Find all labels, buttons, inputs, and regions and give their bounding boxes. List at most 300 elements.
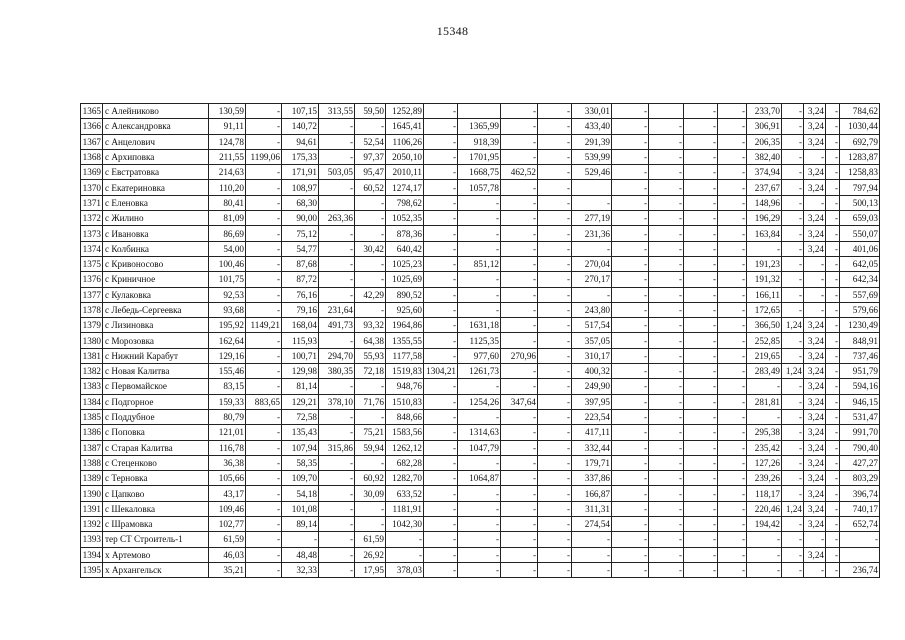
value-cell: - [246,562,282,577]
settlement-name-cell: с Кулаковка [103,287,209,302]
value-cell: 92,53 [209,287,246,302]
row-number-cell: 1395 [81,562,103,577]
value-cell: 784,62 [840,104,880,119]
table-row [81,532,880,547]
value-cell: - [319,409,355,424]
value-cell: 89,14 [282,517,319,532]
value-cell: 3,24 [804,455,826,470]
value-cell: - [424,119,458,134]
value-cell: - [424,547,458,562]
value-cell: 925,60 [386,302,424,317]
value-cell: - [246,379,282,394]
value-cell: - [612,256,649,271]
settlement-name-cell: х Архангельск [103,562,209,577]
value-cell: 194,42 [747,517,782,532]
value-cell: - [826,256,840,271]
value-cell: - [782,394,804,409]
value-cell: 211,55 [209,149,246,164]
value-cell: - [319,379,355,394]
table-row [81,119,880,134]
settlement-name-cell: с Евстратовка [103,165,209,180]
value-cell: - [319,455,355,470]
value-cell: - [424,348,458,363]
value-cell: 1583,56 [386,425,424,440]
value-cell: 1510,83 [386,394,424,409]
value-cell: 633,52 [386,486,424,501]
settlement-name-cell: с Терновка [103,471,209,486]
value-cell: - [501,379,538,394]
value-cell: 79,16 [282,302,319,317]
value-cell: 124,78 [209,134,246,149]
value-cell: 3,24 [804,394,826,409]
value-cell: - [501,455,538,470]
value-cell: 1177,58 [386,348,424,363]
table-row [81,149,880,164]
value-cell: - [538,532,572,547]
value-cell: - [538,256,572,271]
value-cell: - [826,455,840,470]
value-cell: - [684,287,718,302]
value-cell: 427,27 [840,455,880,470]
value-cell: 162,64 [209,333,246,348]
value-cell: - [718,547,747,562]
value-cell: - [538,486,572,501]
value-cell: - [246,547,282,562]
value-cell: - [826,104,840,119]
value-cell: - [355,195,386,210]
value-cell: 310,17 [572,348,612,363]
value-cell: - [538,379,572,394]
value-cell: - [501,333,538,348]
value-cell: - [246,440,282,455]
value-cell: - [246,180,282,195]
value-cell: 60,92 [355,471,386,486]
value-cell: - [826,119,840,134]
value-cell: 1262,12 [386,440,424,455]
value-cell: - [612,440,649,455]
value-cell: 71,76 [355,394,386,409]
value-cell: - [319,134,355,149]
value-cell: 93,32 [355,318,386,333]
value-cell: - [684,180,718,195]
value-cell: 83,15 [209,379,246,394]
value-cell: 116,78 [209,440,246,455]
value-cell: 223,54 [572,409,612,424]
value-cell: 295,38 [747,425,782,440]
value-cell: - [747,409,782,424]
value-cell: - [649,394,684,409]
value-cell: 243,80 [572,302,612,317]
value-cell: - [458,409,501,424]
value-cell: 1283,87 [840,149,880,164]
settlement-name-cell: с Архиповка [103,149,209,164]
value-cell: - [501,532,538,547]
value-cell: 642,05 [840,256,880,271]
value-cell: - [649,333,684,348]
settlement-name-cell: с Алейниково [103,104,209,119]
settlement-name-cell: с Лизиновка [103,318,209,333]
value-cell: 239,26 [747,471,782,486]
value-cell: 270,96 [501,348,538,363]
row-number-cell: 1384 [81,394,103,409]
value-cell: - [782,180,804,195]
value-cell: - [538,149,572,164]
value-cell: - [319,517,355,532]
value-cell: 249,90 [572,379,612,394]
value-cell: - [355,517,386,532]
value-cell: - [826,394,840,409]
value-cell: - [782,272,804,287]
value-cell: - [501,272,538,287]
value-cell: 93,68 [209,302,246,317]
value-cell: - [612,394,649,409]
settlement-name-cell: с Подгорное [103,394,209,409]
value-cell: - [355,226,386,241]
value-cell: - [501,501,538,516]
value-cell: - [718,302,747,317]
value-cell: - [826,547,840,562]
table-row [81,165,880,180]
value-cell: - [538,425,572,440]
value-cell: - [684,302,718,317]
value-cell: - [319,425,355,440]
value-cell: - [572,241,612,256]
value-cell: 1645,41 [386,119,424,134]
value-cell: 75,21 [355,425,386,440]
value-cell: - [826,211,840,226]
settlement-name-cell: с Еленовка [103,195,209,210]
value-cell: 740,17 [840,501,880,516]
value-cell: - [612,180,649,195]
value-cell: - [804,256,826,271]
value-cell: 263,36 [319,211,355,226]
value-cell: - [718,211,747,226]
value-cell: 166,87 [572,486,612,501]
value-cell: - [684,562,718,577]
value-cell: 366,50 [747,318,782,333]
row-number-cell: 1390 [81,486,103,501]
value-cell: - [747,241,782,256]
value-cell: - [747,532,782,547]
value-cell: - [319,256,355,271]
value-cell: - [246,195,282,210]
value-cell: - [501,547,538,562]
value-cell: 462,52 [501,165,538,180]
value-cell: - [649,409,684,424]
value-cell: 382,40 [747,149,782,164]
settlement-name-cell: с Первомайское [103,379,209,394]
settlement-name-cell: с Поповка [103,425,209,440]
value-cell: - [458,195,501,210]
value-cell: - [538,547,572,562]
row-number-cell: 1389 [81,471,103,486]
value-cell: 851,12 [458,256,501,271]
value-cell: - [246,134,282,149]
value-cell: - [424,318,458,333]
value-cell: - [826,195,840,210]
value-cell: - [501,425,538,440]
value-cell: - [424,149,458,164]
settlement-name-cell: с Александровка [103,119,209,134]
value-cell: - [355,302,386,317]
value-cell: 233,70 [747,104,782,119]
value-cell: - [684,471,718,486]
value-cell: - [826,409,840,424]
value-cell: 3,24 [804,348,826,363]
value-cell: 109,46 [209,501,246,516]
value-cell: - [826,364,840,379]
row-number-cell: 1380 [81,333,103,348]
value-cell: - [246,348,282,363]
value-cell: - [718,486,747,501]
value-cell: 1025,69 [386,272,424,287]
value-cell: - [649,195,684,210]
value-cell: 87,72 [282,272,319,287]
value-cell: - [246,425,282,440]
table-row [81,180,880,195]
value-cell: 231,36 [572,226,612,241]
value-cell: - [501,409,538,424]
value-cell: - [458,287,501,302]
value-cell: 1261,73 [458,364,501,379]
value-cell: 219,65 [747,348,782,363]
value-cell: - [424,226,458,241]
value-cell: - [649,211,684,226]
value-cell: - [538,241,572,256]
value-cell: - [718,318,747,333]
value-cell: 26,92 [355,547,386,562]
row-number-cell: 1365 [81,104,103,119]
value-cell: 374,94 [747,165,782,180]
value-cell: 32,33 [282,562,319,577]
row-number-cell: 1394 [81,547,103,562]
value-cell: 231,64 [319,302,355,317]
value-cell: 59,50 [355,104,386,119]
value-cell: 1258,83 [840,165,880,180]
value-cell: 195,92 [209,318,246,333]
value-cell: 236,74 [840,562,880,577]
value-cell: - [782,409,804,424]
value-cell: 17,95 [355,562,386,577]
value-cell: - [684,134,718,149]
row-number-cell: 1372 [81,211,103,226]
value-cell: - [612,333,649,348]
value-cell: - [501,287,538,302]
value-cell: - [718,226,747,241]
value-cell: 640,42 [386,241,424,256]
value-cell: 283,49 [747,364,782,379]
value-cell: - [501,195,538,210]
value-cell: - [424,471,458,486]
value-cell: 311,31 [572,501,612,516]
value-cell: 107,15 [282,104,319,119]
value-cell: - [246,532,282,547]
value-cell: - [782,562,804,577]
value-cell: 91,11 [209,119,246,134]
value-cell: - [246,256,282,271]
value-cell: - [282,532,319,547]
table-row [81,486,880,501]
value-cell: 237,67 [747,180,782,195]
value-cell: 294,70 [319,348,355,363]
value-cell: - [538,333,572,348]
value-cell: - [649,501,684,516]
value-cell: 737,46 [840,348,880,363]
value-cell: - [612,272,649,287]
value-cell: - [718,180,747,195]
value-cell: - [782,195,804,210]
value-cell: 517,54 [572,318,612,333]
value-cell: 848,91 [840,333,880,348]
settlement-name-cell: с Кривоносово [103,256,209,271]
value-cell: 54,00 [209,241,246,256]
value-cell: 692,79 [840,134,880,149]
settlement-name-cell: с Шекаловка [103,501,209,516]
value-cell: 179,71 [572,455,612,470]
value-cell: 148,96 [747,195,782,210]
value-cell [458,104,501,119]
value-cell: - [804,302,826,317]
value-cell: - [424,532,458,547]
value-cell: - [355,256,386,271]
value-cell: - [684,364,718,379]
table-row [81,517,880,532]
row-number-cell: 1377 [81,287,103,302]
value-cell: 163,84 [747,226,782,241]
value-cell: - [649,149,684,164]
value-cell: - [649,119,684,134]
value-cell: 3,24 [804,318,826,333]
value-cell: - [501,486,538,501]
table-row [81,409,880,424]
value-cell: - [355,455,386,470]
value-cell: - [826,425,840,440]
value-cell: - [538,409,572,424]
value-cell: 1042,30 [386,517,424,532]
value-cell: - [501,364,538,379]
value-cell: 3,24 [804,211,826,226]
value-cell: - [501,562,538,577]
value-cell: 175,33 [282,149,319,164]
value-cell: - [826,333,840,348]
table-row [81,134,880,149]
row-number-cell: 1379 [81,318,103,333]
value-cell: - [538,272,572,287]
value-cell: 1199,06 [246,149,282,164]
value-cell: - [538,562,572,577]
value-cell: 3,24 [804,104,826,119]
value-cell: 396,74 [840,486,880,501]
value-cell: 682,28 [386,455,424,470]
value-cell: 1314,63 [458,425,501,440]
value-cell: - [501,104,538,119]
value-cell: - [355,379,386,394]
value-cell: - [684,211,718,226]
value-cell: 60,52 [355,180,386,195]
value-cell: 378,10 [319,394,355,409]
value-cell: - [458,562,501,577]
value-cell: 1,24 [782,364,804,379]
value-cell: - [319,287,355,302]
value-cell: - [319,532,355,547]
value-cell: - [424,440,458,455]
value-cell: 652,74 [840,517,880,532]
value-cell: 166,11 [747,287,782,302]
value-cell: - [246,226,282,241]
value-cell: 130,59 [209,104,246,119]
value-cell: - [612,532,649,547]
value-cell: 101,75 [209,272,246,287]
value-cell: 1519,83 [386,364,424,379]
value-cell: - [501,241,538,256]
value-cell: - [458,532,501,547]
value-cell: - [804,287,826,302]
value-cell: 108,97 [282,180,319,195]
value-cell: 433,40 [572,119,612,134]
value-cell: 798,62 [386,195,424,210]
value-cell: - [538,211,572,226]
value-cell: 883,65 [246,394,282,409]
value-cell: - [538,517,572,532]
value-cell: 3,24 [804,241,826,256]
value-cell: 101,08 [282,501,319,516]
value-cell: 3,24 [804,440,826,455]
value-cell: - [319,486,355,501]
row-number-cell: 1369 [81,165,103,180]
value-cell: 3,24 [804,425,826,440]
value-cell: - [747,379,782,394]
value-cell: 1,24 [782,501,804,516]
value-cell: 109,70 [282,471,319,486]
value-cell: - [319,562,355,577]
value-cell: 94,61 [282,134,319,149]
value-cell: - [826,348,840,363]
value-cell: 1668,75 [458,165,501,180]
value-cell: - [538,302,572,317]
value-cell: - [501,149,538,164]
value-cell: 155,46 [209,364,246,379]
value-cell: 500,13 [840,195,880,210]
table-row [81,440,880,455]
value-cell: 1230,49 [840,318,880,333]
value-cell: - [684,486,718,501]
row-number-cell: 1368 [81,149,103,164]
value-cell: - [538,348,572,363]
value-cell: - [782,486,804,501]
data-table [80,103,880,578]
value-cell: - [782,348,804,363]
value-cell: - [424,287,458,302]
settlement-name-cell: с Новая Калитва [103,364,209,379]
value-cell: - [684,195,718,210]
value-cell: 1964,86 [386,318,424,333]
value-cell: - [458,226,501,241]
value-cell: 539,99 [572,149,612,164]
value-cell: - [424,104,458,119]
value-cell: - [649,256,684,271]
value-cell: 3,24 [804,226,826,241]
value-cell: - [804,532,826,547]
value-cell: 100,71 [282,348,319,363]
value-cell: - [246,104,282,119]
row-number-cell: 1393 [81,532,103,547]
value-cell: 3,24 [804,134,826,149]
value-cell: - [246,302,282,317]
value-cell: - [684,394,718,409]
value-cell: - [826,440,840,455]
value-cell: - [572,532,612,547]
value-cell: 531,47 [840,409,880,424]
